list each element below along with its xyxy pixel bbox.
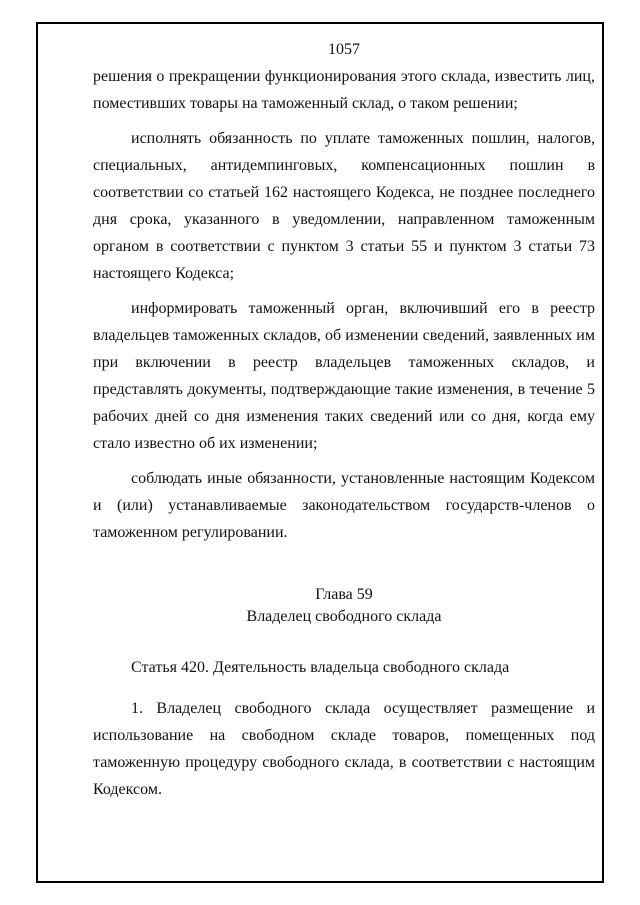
- chapter-title: Владелец свободного склада: [246, 608, 442, 625]
- paragraph-other-obligations: соблюдать иные обязанности, установленные настоящим Кодексом и (или) устанавливаемые законодательством государств-членов о таможенном регулировании.: [93, 470, 595, 541]
- article-heading: Статья 420. Деятельность владельца свободного склада: [131, 659, 510, 676]
- chapter-number: Глава 59: [315, 586, 373, 603]
- page-number: 1057: [328, 41, 360, 58]
- article-paragraph-1: 1. Владелец свободного склада осуществляет размещение и использование на свободном складе товаров, помещенных под таможенную процедуру свободного склада, в соответствии с настоящим Кодексом.: [93, 700, 595, 798]
- paragraph-customs-duties: исполнять обязанность по уплате таможенных пошлин, налогов, специальных, антидемпинговых, компенсационных пошлин в соответствии со статьей 162 настоящего Кодекса, не позднее последнего дня срока, указанного в уведомлении, направленном таможенным органом в соответствии с пунктом 3 статьи 55 и пунктом 3 статьи 73 настоящего Кодекса;: [93, 130, 595, 282]
- chapter-heading: [93, 584, 595, 628]
- paragraph-inform-authority: информировать таможенный орган, включивший его в реестр владельцев таможенных складов, об изменении сведений, заявленных им при включении в реестр владельцев таможенных складов, и представлять документы, подтверждающие такие изменения, в течение 5 рабочих дней со дня изменения таких сведений или со дня, когда ему стало известно об их изменении;: [93, 300, 595, 452]
- document-body: [93, 36, 595, 803]
- paragraph-continuation: решения о прекращении функционирования этого склада, известить лиц, поместивших товары на таможенный склад, о таком решении;: [93, 68, 595, 112]
